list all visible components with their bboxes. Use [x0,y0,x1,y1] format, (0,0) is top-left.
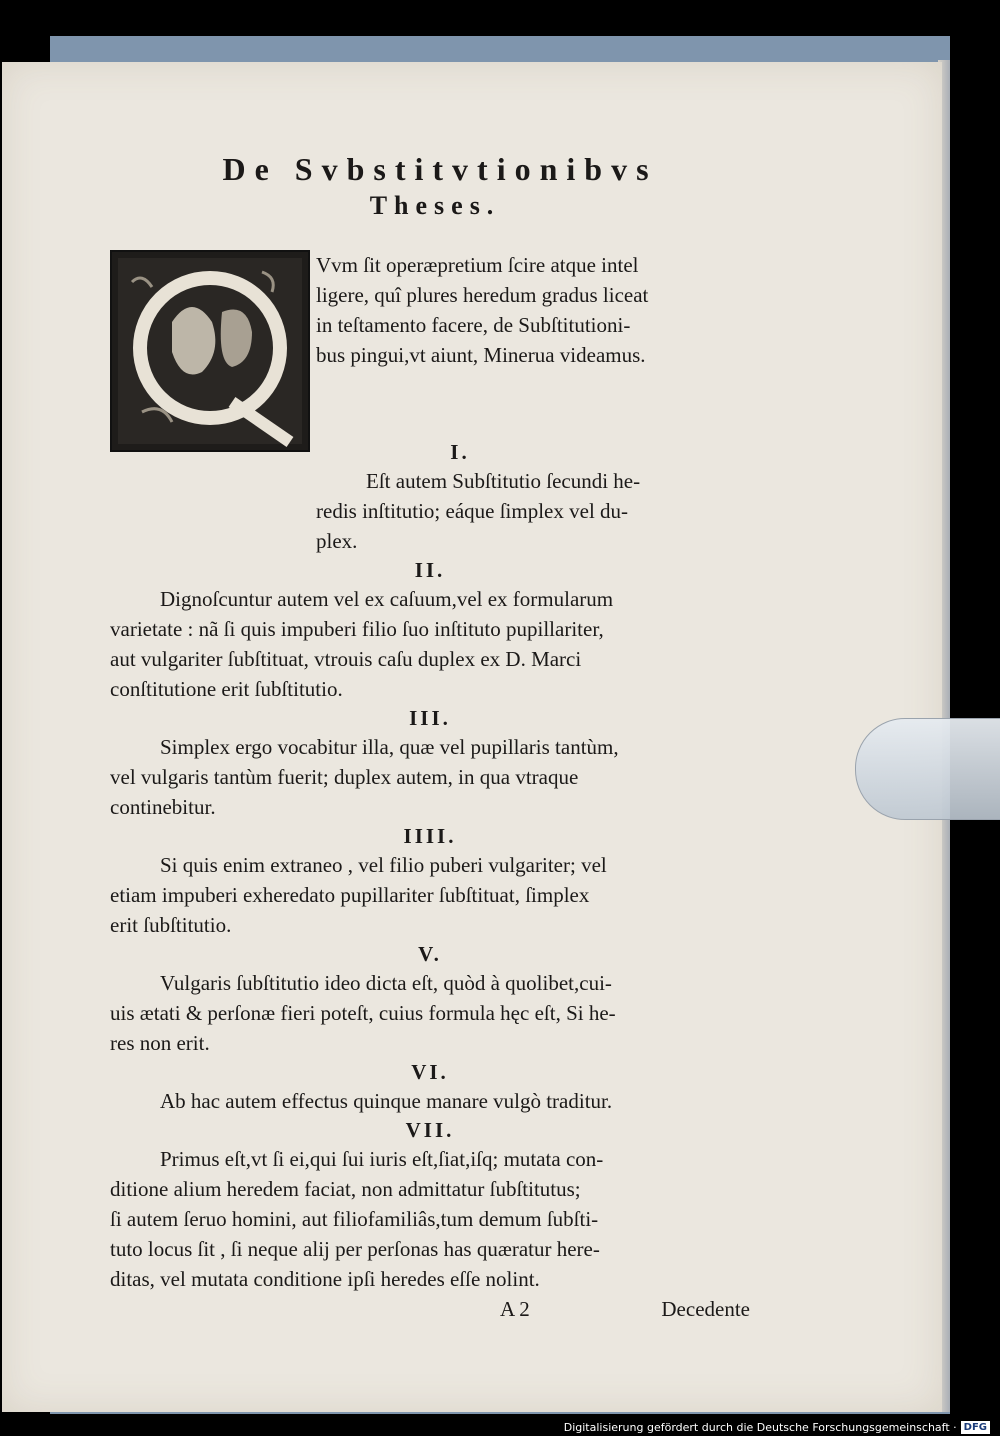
digitization-credit [564,1420,990,1434]
woodcut-initial-q [110,250,310,452]
thesis-line: res non erit. [110,1031,210,1055]
intro-line: in teſtamento facere, de Subſtitutioni- [316,313,631,337]
thesis-line: Vulgaris ſubſtitutio ideo dicta eſt, quòd à quolibet,cui- [160,971,612,995]
thesis-line: uis ætati & perſonæ fieri poteſt, cuius formula hęc eſt, Si he- [110,1001,616,1025]
thesis-number: VI. [411,1060,449,1084]
intro-line: ligere, quî plures heredum gradus liceat [316,283,649,307]
dfg-logo: DFG [961,1421,990,1434]
thesis-2 [110,584,750,704]
thesis-number: II. [414,558,446,582]
thesis-line: vel vulgaris tantùm fuerit; duplex autem, in qua vtraque [110,765,579,789]
thesis-line: continebitur. [110,795,216,819]
page-footer [110,1294,750,1324]
intro-line: Vvm ſit operæpretium ſcire atque intel [316,253,639,277]
thesis-7 [110,1144,750,1294]
thesis-line: ditione alium heredem faciat, non admittatur ſubſtitutus; [110,1177,581,1201]
thesis-number: I. [450,440,470,464]
thesis-5 [110,968,750,1058]
thesis-number: VII. [405,1118,455,1142]
thesis-line: Ab hac autem effectus quinque manare vulgò traditur. [160,1089,613,1113]
thesis-1 [110,466,750,556]
thesis-line: plex. [316,529,358,553]
thesis-4 [110,850,750,940]
thesis-line: Eſt autem Subſtitutio ſecundi he- [366,469,641,493]
page-title: De Svbstitvtionibvs [222,151,658,187]
page-subtitle: Theses. [369,191,501,220]
thesis-line: redis inſtitutio; eáque ſimplex vel du- [316,499,629,523]
thesis-3 [110,732,750,822]
credit-text: Digitalisierung gefördert durch die Deutsche Forschungsgemeinschaft · [563,1420,957,1434]
intro-paragraph [316,250,746,370]
thesis-line: etiam impuberi exheredato pupillariter ſubſtituat, ſimplex [110,883,590,907]
thesis-line: Simplex ergo vocabitur illa, quæ vel pupillaris tantùm, [160,735,619,759]
catchword: Decedente [661,1297,750,1321]
thesis-line: ditas, vel mutata conditione ipſi heredes eſſe nolint. [110,1267,540,1291]
thesis-line: Dignoſcuntur autem vel ex caſuum,vel ex formularum [160,587,614,611]
thesis-line: aut vulgariter ſubſtituat, vtrouis caſu duplex ex D. Marci [110,647,582,671]
thesis-line: Si quis enim extraneo , vel filio puberi vulgariter; vel [160,853,607,877]
thesis-number: III. [409,706,451,730]
woodcut-initial-icon [112,252,308,450]
page-text [110,150,750,1324]
page-clip [855,718,1000,820]
thesis-line: ſi autem ſeruo homini, aut filiofamiliâs,tum demum ſubſti- [110,1207,599,1231]
thesis-number: V. [418,942,442,966]
intro-section [110,250,750,460]
thesis-line: erit ſubſtitutio. [110,913,232,937]
thesis-number: IIII. [403,824,457,848]
thesis-line: tuto locus ſit , ſi neque alij per perſonas has quæratur here- [110,1237,600,1261]
thesis-6 [110,1086,750,1116]
thesis-line: conſtitutione erit ſubſtitutio. [110,677,343,701]
signature-mark: A 2 [500,1297,530,1321]
thesis-line: varietate : nã ſi quis impuberi filio ſuo inſtituto pupillariter, [110,617,604,641]
thesis-line: Primus eſt,vt ſi ei,qui ſui iuris eſt,ſiat,iſq; mutata con- [160,1147,604,1171]
intro-line: bus pingui,vt aiunt, Minerua videamus. [316,343,646,367]
